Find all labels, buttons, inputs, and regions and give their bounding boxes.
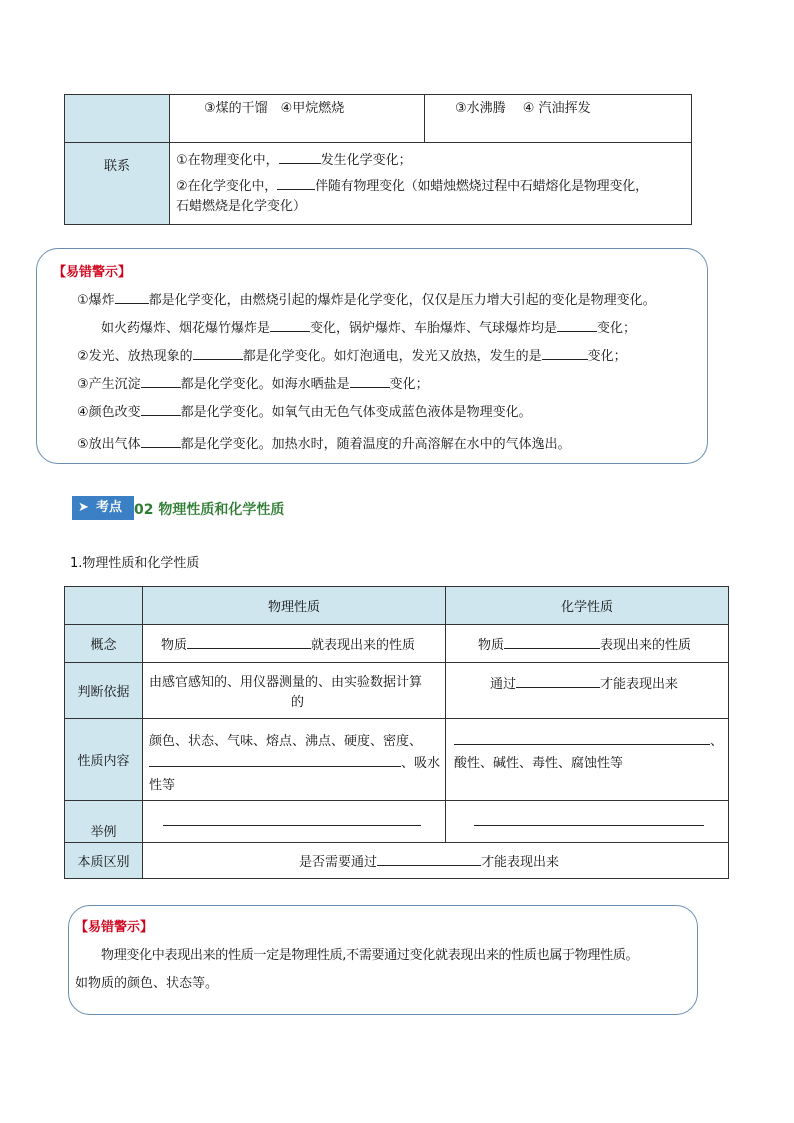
example-physical: [143, 801, 446, 843]
blank: [193, 347, 243, 360]
warning-title: 【易错警示】: [75, 920, 154, 935]
row-basis-header: 判断依据: [65, 663, 143, 719]
blank: [163, 813, 421, 826]
properties-table: [64, 586, 729, 879]
section-badge: ➤ 考点: [72, 496, 134, 520]
subheading: 1.物理性质和化学性质: [70, 556, 200, 571]
essence-content: 是否需要通过 才能表现出来: [143, 843, 729, 879]
warning-line: ①爆炸 都是化学变化，由燃烧引起的爆炸是化学变化，仅仅是压力增大引起的变化是物理变化。: [77, 293, 656, 308]
blank: [149, 754, 401, 767]
blank: [454, 732, 710, 745]
blank: [141, 375, 181, 388]
blank: [474, 813, 704, 826]
blank: [350, 375, 390, 388]
section-title: 02 物理性质和化学性质: [134, 502, 285, 518]
chemical-change-examples: ③煤的干馏 ④甲烷燃烧: [170, 95, 425, 143]
content-chemical: 、 酸性、碱性、毒性、腐蚀性等: [446, 719, 729, 801]
blank: [187, 636, 311, 649]
col-physical-header: 物理性质: [143, 587, 446, 625]
warning-line: ②发光、放热现象的 都是化学变化。如灯泡通电，发光又放热，发生的是 变化；: [77, 349, 627, 364]
warning-line: ④颜色改变 都是化学变化。如氧气由无色气体变成蓝色液体是物理变化。: [77, 405, 532, 420]
warning-box-2: [68, 905, 698, 1015]
blank: [277, 177, 315, 190]
blank: [279, 151, 321, 164]
warning-line: ⑤放出气体 都是化学变化。加热水时，随着温度的升高溶解在水中的气体逸出。: [77, 437, 571, 452]
change-comparison-table: [64, 94, 692, 225]
corner-cell: [65, 587, 143, 625]
physical-change-examples: ③水沸腾 ④ 汽油挥发: [425, 95, 692, 143]
relation-content: ①在物理变化中， 发生化学变化； ②在化学变化中， 伴随有物理变化（如蜡烛燃烧过程中石蜡熔化是物理变化， 石蜡燃烧是化学变化）: [170, 143, 692, 225]
relation-header: 联系: [65, 143, 170, 225]
arrow-icon: ➤: [78, 500, 89, 515]
warning-line: 物理变化中表现出来的性质一定是物理性质,不需要通过变化就表现出来的性质也属于物理性质。: [101, 948, 639, 963]
row-essence-header: 本质区别: [65, 843, 143, 879]
basis-chemical: 通过 才能表现出来: [446, 663, 729, 719]
blank: [141, 403, 181, 416]
warning-box-1: [36, 248, 708, 464]
row-content-header: 性质内容: [65, 719, 143, 801]
row-concept-header: 概念: [65, 625, 143, 663]
row-example-header: 举例: [65, 801, 143, 843]
content-physical: 颜色、状态、气味、熔点、沸点、硬度、密度、 、吸水 性等: [143, 719, 446, 801]
concept-chemical: 物质 表现出来的性质: [446, 625, 729, 663]
blank: [377, 853, 481, 866]
blank: [542, 347, 588, 360]
warning-line: ③产生沉淀 都是化学变化。如海水晒盐是 变化；: [77, 377, 429, 392]
basis-physical: 由感官感知的、用仪器测量的、由实验数据计算 的: [143, 663, 446, 719]
example-chemical: [446, 801, 729, 843]
blank: [115, 291, 149, 304]
blank: [504, 636, 600, 649]
blank: [141, 435, 181, 448]
blank: [557, 319, 597, 332]
concept-physical: 物质 就表现出来的性质: [143, 625, 446, 663]
blank: [516, 675, 600, 688]
warning-line: 如火药爆炸、烟花爆竹爆炸是 变化，锅炉爆炸、车胎爆炸、气球爆炸均是 变化；: [101, 321, 637, 336]
col-chemical-header: 化学性质: [446, 587, 729, 625]
blank: [270, 319, 310, 332]
warning-line: 如物质的颜色、状态等。: [75, 976, 219, 991]
row1-header-cell: [65, 95, 170, 143]
warning-title: 【易错警示】: [53, 265, 132, 280]
